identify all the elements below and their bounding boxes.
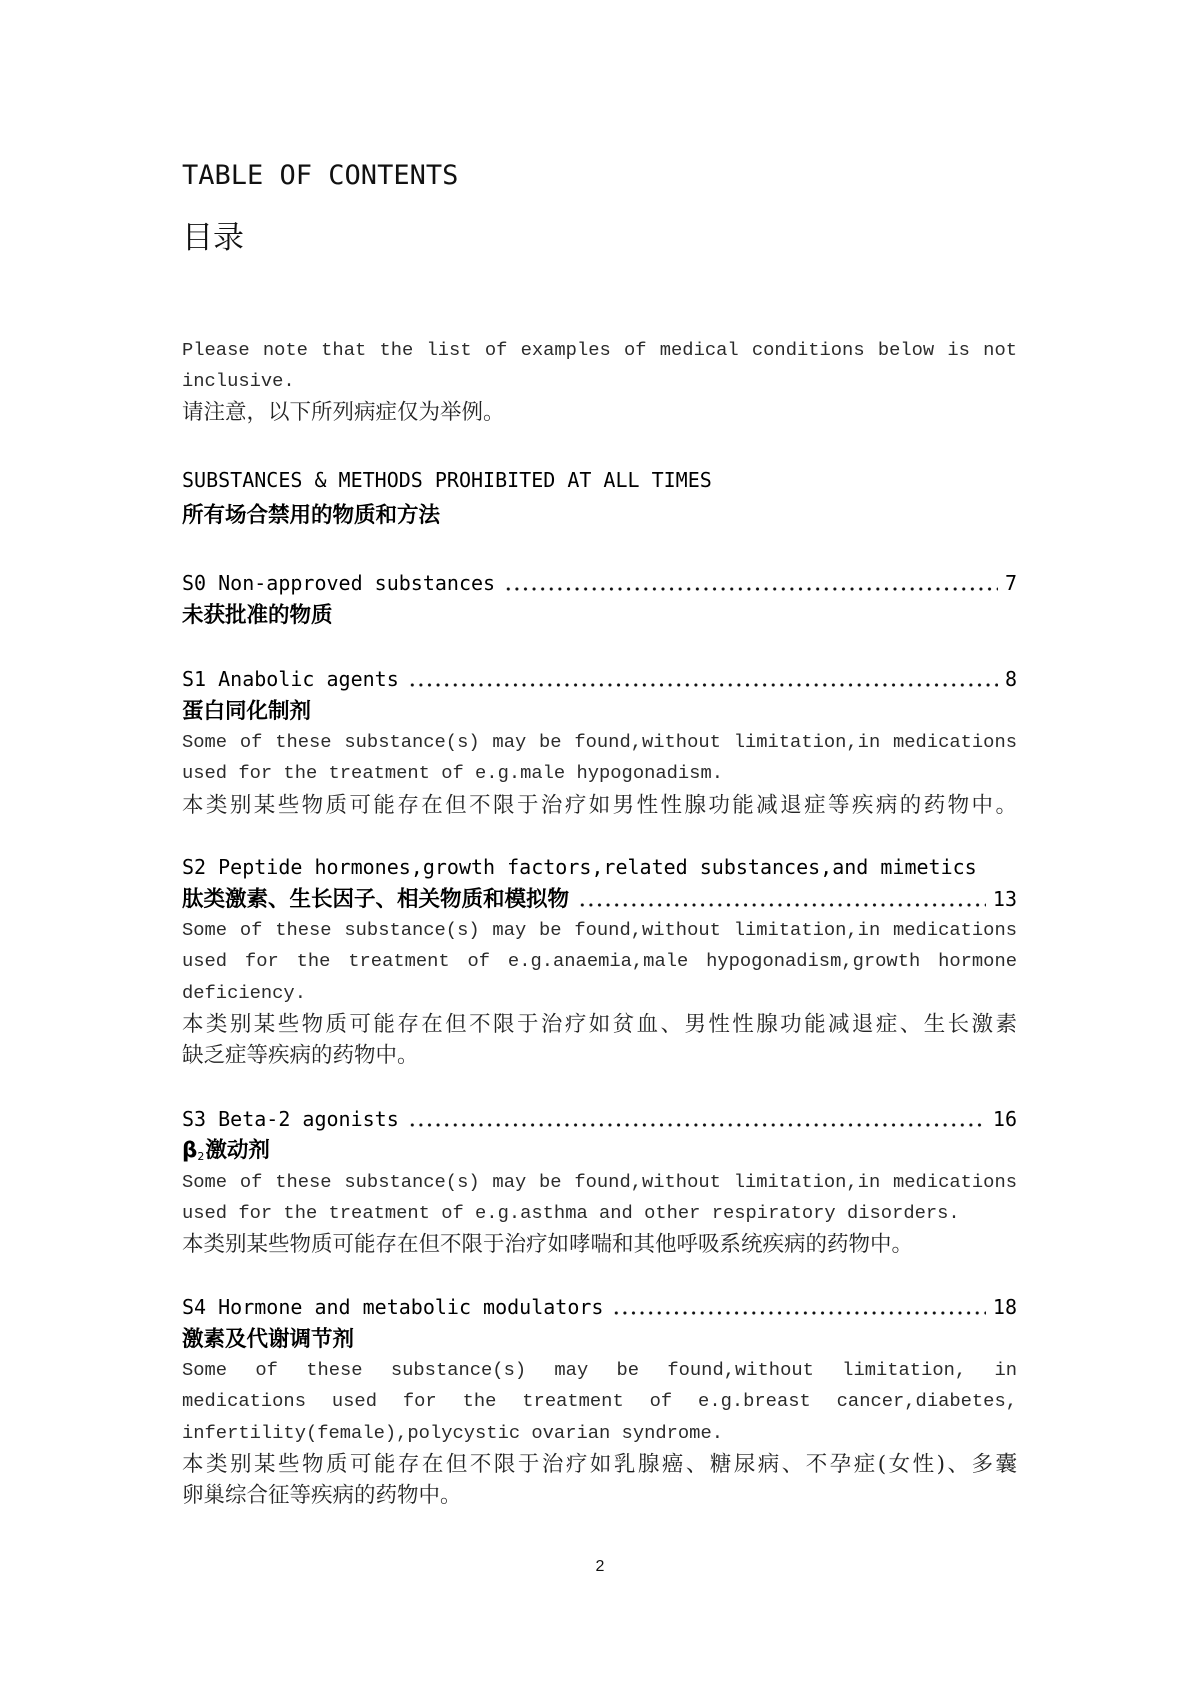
entry-title-chinese: 蛋白同化制剂 [182,698,312,724]
toc-line [182,664,1017,695]
toc-line [182,568,1017,599]
toc-line [182,884,1017,915]
entry-page-number: 13 [992,886,1017,911]
entry-page-number: 7 [1004,571,1017,596]
entry-description-chinese: 卵巢综合征等疾病的药物中。 [182,1483,462,1509]
entry-description-chinese: 本类别某些物质可能存在但不限于治疗如贫血、男性性腺功能减退症、生长激素 [182,1011,1017,1037]
entry-description-line: used for the treatment of e.g.male hypogonadism. [182,762,723,785]
entry-description-chinese: 本类别某些物质可能存在但不限于治疗如哮喘和其他呼吸系统疾病的药物中。 [182,1232,914,1258]
section-heading [182,464,1017,532]
dot-leader [504,568,998,599]
entry-title-english: S0 Non-approved substances [182,571,496,596]
entry-page-number: 16 [992,1106,1017,1131]
entry-description-line: used for the treatment of e.g.anaemia,male hypogonadism,growth hormone [182,950,1017,973]
entry-title-chinese: 未获批准的物质 [182,602,333,628]
entry-page-number: 8 [1004,667,1017,692]
entry-description-line: Some of these substance(s) may be found,without limitation,in medications [182,730,1017,753]
entry-description-line: Some of these substance(s) may be found,without limitation, in [182,1359,1017,1382]
entry-title-english: S4 Hormone and metabolic modulators [182,1295,604,1320]
entry-title-chinese: 激动剂 [205,1138,270,1164]
title-english: TABLE OF CONTENTS [182,160,459,191]
dot-leader [408,664,998,695]
toc-entry-s2 [182,852,1017,1071]
note-chinese: 请注意，以下所列病症仅为举例。 [182,400,505,426]
toc-entry-s0 [182,568,1017,631]
section-heading-english: SUBSTANCES & METHODS PROHIBITED AT ALL TIMES [182,468,712,493]
beta-symbol: β [182,1138,198,1164]
toc-line [182,1292,1017,1323]
toc-entry-s4 [182,1292,1017,1511]
page-number: 2 [595,1558,605,1575]
entry-title-chinese-line [182,1135,1017,1166]
note-block [182,335,1017,429]
section-heading-chinese: 所有场合禁用的物质和方法 [182,503,441,529]
title-chinese: 目录 [182,220,244,256]
entry-description-chinese: 本类别某些物质可能存在但不限于治疗如男性性腺功能减退症等疾病的药物中。 [182,792,1017,818]
entry-page-number: 18 [992,1295,1017,1320]
toc-entry-s1 [182,664,1017,820]
entry-description-chinese: 本类别某些物质可能存在但不限于治疗如乳腺癌、糖尿病、不孕症(女性)、多囊 [182,1451,1017,1477]
entry-description-line: infertility(female),polycystic ovarian syndrome. [182,1421,723,1444]
content-column [182,0,1017,1512]
entry-description-line: deficiency. [182,981,306,1004]
entry-description-line: Some of these substance(s) may be found,without limitation,in medications [182,918,1017,941]
dot-leader [612,1292,985,1323]
entry-description-line: medications used for the treatment of e.g.breast cancer,diabetes, [182,1390,1017,1413]
entry-title-english: S3 Beta-2 agonists [182,1106,399,1131]
dot-leader [578,884,986,915]
entry-description-line: used for the treatment of e.g.asthma and other respiratory disorders. [182,1201,960,1224]
entry-title-chinese: 肽类激素、生长因子、相关物质和模拟物 [182,886,570,912]
toc-line [182,1104,1017,1135]
dot-leader [408,1104,986,1135]
toc-entry-s3 [182,1104,1017,1260]
beta-subscript: 2 [197,1150,205,1164]
entry-description-line: Some of these substance(s) may be found,without limitation,in medications [182,1170,1017,1193]
entry-title-chinese: 激素及代谢调节剂 [182,1326,355,1352]
note-line: Please note that the list of examples of medical conditions below is not [182,338,1017,361]
entry-description-chinese: 缺乏症等疾病的药物中。 [182,1043,419,1069]
entry-title-english: S1 Anabolic agents [182,667,399,692]
entry-title-english: S2 Peptide hormones,growth factors,related substances,and mimetics [182,855,977,880]
note-line: inclusive. [182,369,295,392]
